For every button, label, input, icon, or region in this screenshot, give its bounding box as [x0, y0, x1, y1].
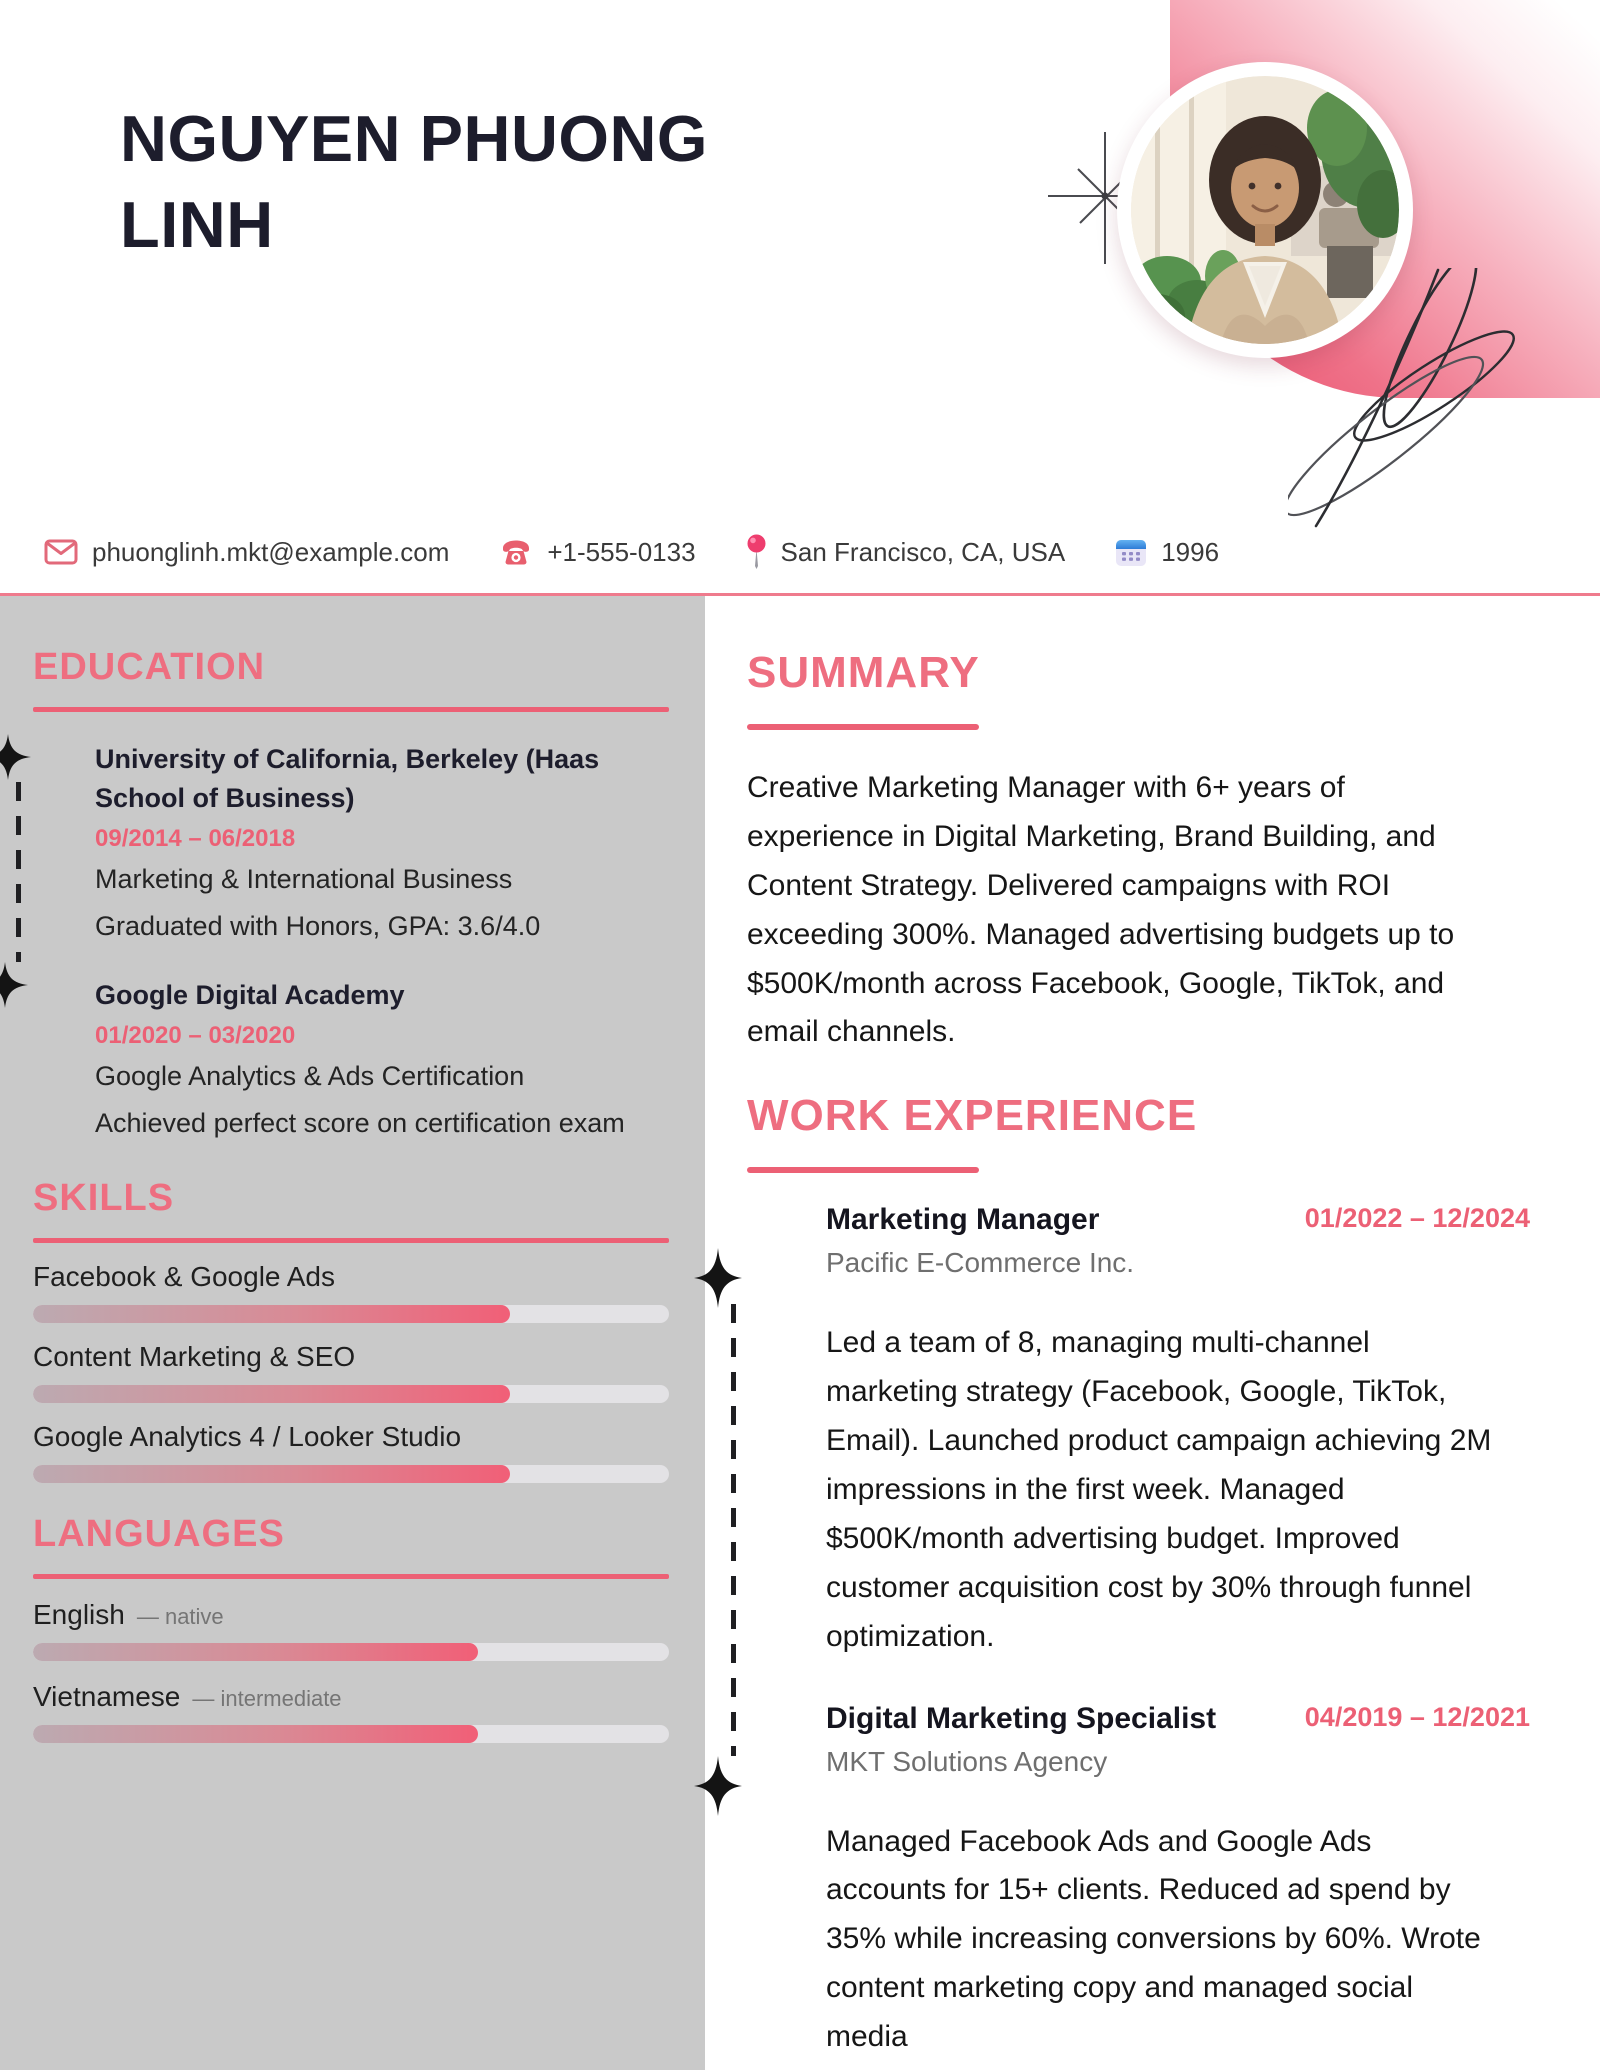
language-level: — intermediate — [192, 1686, 342, 1712]
job-entry — [826, 1702, 1530, 2062]
sidebar — [0, 596, 705, 2070]
skill-bar-fill — [33, 1305, 510, 1323]
calendar-icon — [1115, 537, 1147, 567]
sparkle-icon — [694, 1756, 742, 1816]
phone-icon — [499, 537, 533, 567]
contact-phone-value: +1-555-0133 — [547, 536, 696, 567]
education-detail: Achieved perfect score on certification exam — [95, 1107, 625, 1138]
skill-label: Google Analytics 4 / Looker Studio — [33, 1421, 462, 1453]
education-school: Google Digital Academy — [95, 980, 405, 1011]
sparkle-icon — [694, 1248, 742, 1308]
candidate-name: NGUYEN PHUONG LINH — [120, 102, 708, 261]
work-timeline — [731, 1304, 736, 1756]
languages-underline — [33, 1574, 669, 1579]
languages-title: LANGUAGES — [33, 1513, 285, 1556]
education-school: University of California, Berkeley (Haas School of Business) — [95, 744, 600, 814]
education-item — [95, 740, 669, 946]
language-bar-fill — [33, 1725, 478, 1743]
education-underline — [33, 707, 669, 712]
language-row — [33, 1599, 669, 1661]
job-entry — [826, 1203, 1530, 1661]
language-level: — native — [136, 1604, 224, 1630]
contact-row — [44, 534, 1219, 570]
job-description: Led a team of 8, managing multi-channel marketing strategy (Facebook, Google, TikTok, Email). Launched product campaign achieving 2M impressions in the first week. Managed $500K/month advertising budget. Improved customer acquisition cost by 30% through funnel optimization. — [826, 1326, 1492, 1653]
skill-row — [33, 1421, 669, 1483]
education-item — [95, 976, 669, 1143]
education-title: EDUCATION — [33, 646, 266, 688]
contact-location-value: San Francisco, CA, USA — [780, 536, 1066, 567]
contact-location — [746, 534, 1066, 570]
skill-row — [33, 1341, 669, 1403]
skill-row — [33, 1261, 669, 1323]
job-title: Digital Marketing Specialist — [826, 1701, 1217, 1735]
summary-underline — [747, 724, 979, 730]
contact-email-value: phuonglinh.mkt@example.com — [92, 536, 450, 567]
contact-email[interactable] — [44, 537, 449, 568]
job-company: Pacific E-Commerce Inc. — [826, 1247, 1135, 1279]
skill-label: Content Marketing & SEO — [33, 1341, 356, 1373]
signature-scribble — [1288, 268, 1528, 530]
skill-label: Facebook & Google Ads — [33, 1261, 335, 1293]
language-name: Vietnamese — [33, 1681, 181, 1713]
education-dates: 09/2014 – 06/2018 — [95, 825, 296, 853]
skill-bar-fill — [33, 1465, 510, 1483]
summary-section — [747, 648, 1530, 1057]
language-bar-fill — [33, 1643, 478, 1661]
education-detail: Graduated with Honors, GPA: 3.6/4.0 — [95, 910, 541, 941]
skill-bar — [33, 1305, 669, 1323]
job-dates: 04/2019 – 12/2021 — [1304, 1701, 1530, 1732]
summary-title: SUMMARY — [747, 648, 980, 697]
main-column — [705, 596, 1600, 2070]
envelope-icon — [44, 539, 78, 565]
work-experience-section — [747, 1091, 1530, 2062]
education-detail: Marketing & International Business — [95, 864, 513, 895]
sparkle-icon — [0, 734, 31, 780]
summary-text: Creative Marketing Manager with 6+ years of experience in Digital Marketing, Brand Building, and Content Strategy. Delivered campaigns with ROI exceeding 300%. Managed advertising budgets up to $500K/month across Facebook, Google, TikTok, and email channels. — [747, 771, 1455, 1049]
skills-underline — [33, 1238, 669, 1243]
education-detail: Google Analytics & Ads Certification — [95, 1061, 525, 1092]
skills-title: SKILLS — [33, 1177, 175, 1220]
job-company: MKT Solutions Agency — [826, 1745, 1108, 1777]
contact-phone[interactable] — [499, 537, 695, 568]
sparkle-icon — [0, 962, 28, 1008]
skills-section — [33, 1177, 669, 1483]
language-name: English — [33, 1599, 125, 1631]
education-timeline — [16, 782, 21, 962]
contact-birth-year — [1115, 537, 1219, 568]
work-experience-title: WORK EXPERIENCE — [747, 1091, 1198, 1141]
education-dates: 01/2020 – 03/2020 — [95, 1022, 296, 1050]
skill-bar-fill — [33, 1385, 510, 1403]
languages-section — [33, 1513, 669, 1743]
education-section — [33, 646, 669, 1143]
skill-bar — [33, 1385, 669, 1403]
language-bar — [33, 1725, 669, 1743]
job-title: Marketing Manager — [826, 1203, 1100, 1237]
work-experience-underline — [747, 1167, 979, 1173]
pin-icon — [746, 534, 767, 570]
skill-bar — [33, 1465, 669, 1483]
job-description: Managed Facebook Ads and Google Ads accounts for 15+ clients. Reduced ad spend by 35% while increasing conversions by 60%. Wrote content marketing copy and managed social media — [826, 1824, 1481, 2054]
contact-birth-year-value: 1996 — [1161, 536, 1220, 567]
language-bar — [33, 1643, 669, 1661]
language-row — [33, 1681, 669, 1743]
job-dates: 01/2022 – 12/2024 — [1304, 1203, 1530, 1234]
